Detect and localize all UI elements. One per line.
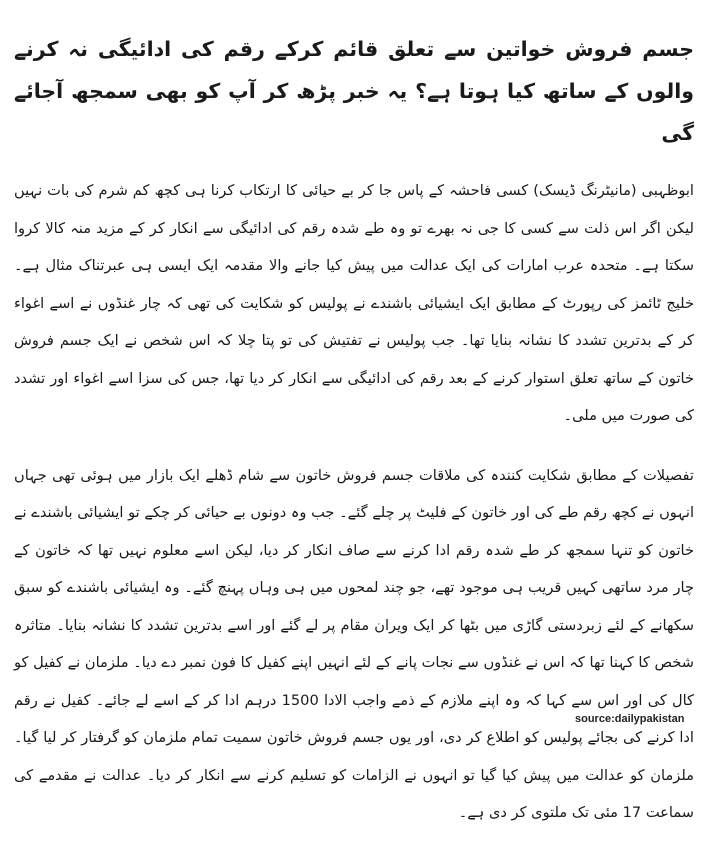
source-credit: source:dailypakistan — [575, 713, 685, 725]
news-article — [14, 28, 694, 854]
article-paragraph: ابوظہبی (مانیٹرنگ ڈیسک) کسی فاحشہ کے پاس جا کر بے حیائی کا ارتکاب کرنا ہی کچھ کم شرم کی بات نہیں لیکن اگر اس ذلت سے کسی کا جی نہ بھرے تو وہ طے شدہ رقم کی ادائیگی سے انکار کر کے مزید منہ کالا کروا سکتا ہے۔ متحدہ عرب امارات کی ایک عدالت میں پیش کیا جانے والا مقدمہ ایک ایسی ہی عبرتناک مثال ہے۔ خلیج ٹائمز کی رپورٹ کے مطابق ایک ایشیائی باشندے نے پولیس کو شکایت کی تھی کہ چار غنڈوں نے اسے اغواء کر کے بدترین تشدد کا نشانہ بنایا تھا۔ جب پولیس نے تفتیش کی تو پتا چلا کہ اس شخص نے ایک جسم فروش خاتون کے ساتھ تعلق استوار کرنے کے بعد رقم کی ادائیگی سے انکار کر دیا تھا، جس کی سزا اسے اغواء اور تشدد کی صورت میں ملی۔ — [14, 182, 694, 424]
article-paragraph: تفصیلات کے مطابق شکایت کنندہ کی ملاقات جسم فروش خاتون سے شام ڈھلے ایک بازار میں ہوئی تھی جہاں انہوں نے کچھ رقم طے کی اور خاتون کے فلیٹ پر چلے گئے۔ جب وہ دونوں بے حیائی کر چکے تو ایشیائی باشندے نے خاتون کو تنہا سمجھ کر طے شدہ رقم ادا کرنے سے صاف انکار کر دیا، لیکن اسے معلوم نہیں تھا کہ خاتون کے چار مرد ساتھی کہیں قریب ہی موجود تھے، جو چند لمحوں میں ہی وہاں پہنچ گئے۔ وہ ایشیائی باشندے کو سبق سکھانے کے لئے زبردستی گاڑی میں بٹھا کر ایک ویران مقام پر لے گئے اور اسے بدترین تشدد کا نشانہ بنایا۔ متاثرہ شخص کا کہنا تھا کہ اس نے غنڈوں سے نجات پانے کے لئے انہیں اپنے کفیل کا فون نمبر دے دیا۔ ملزمان نے کفیل کو کال کی اور اس سے کہا کہ وہ اپنے ملازم کے ذمے واجب الادا 1500 درہم ادا کر کے اسے لے جائے۔ کفیل نے رقم ادا کرنے کی بجائے پولیس کو اطلاع کر دی، اور یوں جسم فروش خاتون سمیت تمام ملزمان کو گرفتار کر لیا گیا۔ ملزمان کو عدالت میں پیش کیا گیا تو انہوں نے الزامات کو تسلیم کرنے سے انکار کر دیا۔ عدالت نے مقدمے کی سماعت 17 مئی تک ملتوی کر دی ہے۔ — [14, 466, 695, 821]
article-headline: جسم فروش خواتین سے تعلق قائم کرکے رقم کی ادائیگی نہ کرنے والوں کے ساتھ کیا ہوتا ہے؟ یہ خبر پڑھ کر آپ کو بھی سمجھ آجائے گی — [14, 37, 694, 145]
